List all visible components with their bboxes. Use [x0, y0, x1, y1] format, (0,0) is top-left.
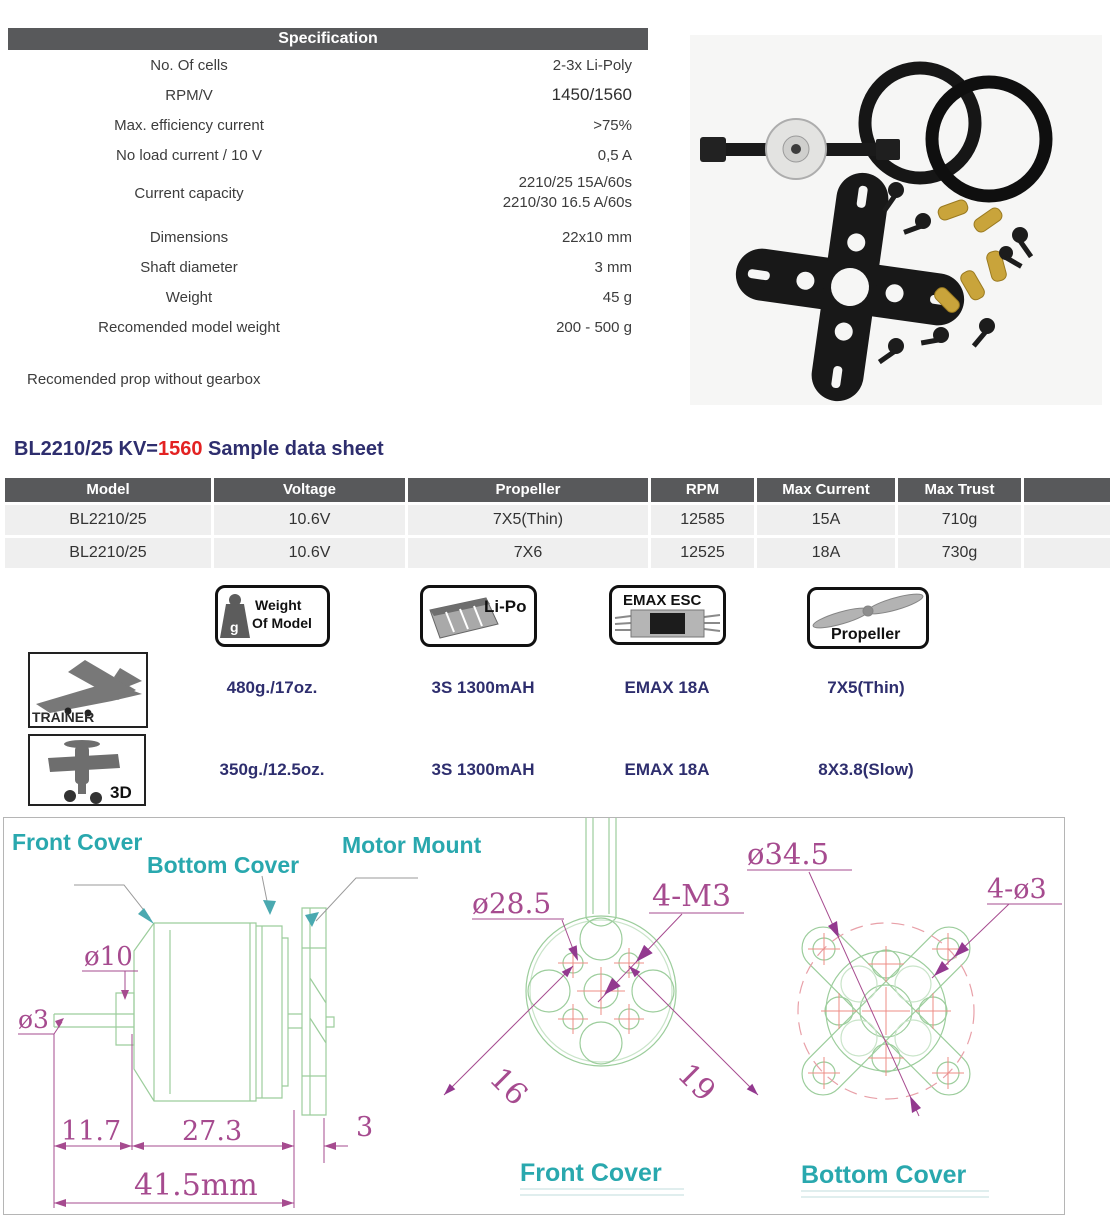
front-view-crosshairs	[558, 948, 644, 1034]
spec-row: Weight 45 g	[165, 288, 632, 306]
bottom-cover-label: Bottom Cover	[147, 852, 300, 878]
table-cell: 710g	[898, 505, 1021, 535]
caption-underline	[801, 1191, 989, 1197]
weight-icon	[220, 594, 250, 638]
dia3-dim: ø3	[18, 1005, 49, 1034]
sample-datasheet-title: BL2210/25 KV=1560 Sample data sheet	[14, 438, 384, 460]
3d-battery: 3S 1300mAH	[431, 760, 535, 779]
specification-table	[8, 28, 648, 342]
trainer-esc: EMAX 18A	[624, 678, 710, 697]
front-view-drawing	[526, 818, 676, 1066]
side-view-leaders	[74, 876, 418, 921]
dia10-dim: ø10	[84, 942, 133, 972]
propeller-label: Propeller	[831, 626, 901, 643]
lipo-box	[420, 585, 537, 647]
dia28-5-dim: ø28.5	[472, 887, 552, 920]
table-cell: 12525	[651, 538, 754, 568]
spec-row: No. Of cells 2-3x Li-Poly	[150, 56, 632, 74]
product-photo	[690, 35, 1102, 405]
front-cover-label: Front Cover	[12, 829, 143, 855]
dim-27-3: 27.3	[182, 1116, 243, 1147]
kv-value: 1560	[157, 438, 203, 460]
weight-of-model-box	[215, 585, 330, 647]
spec-row: Max. efficiency current >75%	[114, 116, 632, 134]
table-cell	[1024, 538, 1110, 568]
spec-row: Dimensions 22x10 mm	[149, 228, 632, 246]
spec-row: Current capacity 2210/25 15A/60s 2210/30 16.5 A/60s	[8, 170, 648, 216]
trainer-weight: 480g./17oz.	[226, 678, 318, 697]
table-cell: BL2210/25	[5, 505, 211, 535]
dim-16: 16	[482, 1060, 535, 1113]
esc-icon	[615, 610, 720, 637]
prop-footnote: Recomended prop without gearbox	[27, 371, 261, 388]
column-header: Voltage	[214, 478, 405, 502]
column-header: Max Trust	[898, 478, 1021, 502]
esc-box	[609, 585, 726, 645]
spec-row: No load current / 10 V 0,5 A	[116, 146, 632, 164]
3d-esc: EMAX 18A	[624, 760, 710, 779]
spec-row: RPM/V 1450/1560	[165, 85, 632, 104]
motor-mount-label: Motor Mount	[342, 832, 482, 858]
side-view-drawing	[54, 908, 334, 1115]
column-header: Model	[5, 478, 211, 502]
dia34-5-dim: ø34.5	[747, 837, 830, 871]
dim-11-7: 11.7	[61, 1116, 122, 1147]
column-header: Propeller	[408, 478, 648, 502]
propeller-box	[807, 587, 929, 649]
trainer-model-box	[28, 652, 148, 728]
table-cell: 730g	[898, 538, 1021, 568]
table-cell: 10.6V	[214, 538, 405, 568]
3d-model-box	[28, 734, 146, 806]
trainer-battery: 3S 1300mAH	[431, 678, 535, 697]
front-cover-caption: Front Cover	[520, 1159, 662, 1187]
lipo-label: Li-Po	[484, 597, 527, 616]
weight-label-line2: Of Model	[252, 615, 312, 631]
esc-label: EMAX ESC	[623, 592, 702, 609]
table-cell	[1024, 505, 1110, 535]
4-m3-dim: 4-M3	[652, 879, 732, 914]
bottom-cover-caption: Bottom Cover	[801, 1161, 967, 1189]
dim-3: 3	[356, 1112, 374, 1143]
cad-drawing-panel	[3, 817, 1065, 1215]
table-cell: 15A	[757, 505, 895, 535]
3d-weight: 350g./12.5oz.	[219, 760, 325, 779]
table-cell: BL2210/25	[5, 538, 211, 568]
dim-41-5: 41.5mm	[134, 1168, 258, 1203]
cad-drawing	[4, 818, 1064, 1214]
table-cell: 7X5(Thin)	[408, 505, 648, 535]
caption-underline	[520, 1189, 684, 1195]
column-header	[1024, 478, 1110, 502]
current-capacity-value: 2210/25 15A/60s 2210/30 16.5 A/60s	[502, 174, 632, 211]
table-cell: 10.6V	[214, 505, 405, 535]
table-cell: 18A	[757, 538, 895, 568]
column-header: RPM	[651, 478, 754, 502]
svg-text:g: g	[230, 619, 239, 635]
accessories-photo-art	[690, 35, 1102, 405]
3d-prop: 8X3.8(Slow)	[818, 760, 914, 779]
sample-data-table	[5, 478, 1110, 568]
trainer-label: TRAINER	[32, 709, 95, 725]
column-header: Max Current	[757, 478, 895, 502]
3d-label: 3D	[110, 783, 132, 802]
4-dia3-dim: 4-ø3	[987, 874, 1047, 905]
spec-row: Recomended model weight 200 - 500 g	[98, 318, 632, 336]
table-cell: 12585	[651, 505, 754, 535]
spec-row: Shaft diameter 3 mm	[140, 258, 632, 276]
specification-table-header: Specification	[8, 28, 648, 50]
dim-19: 19	[670, 1056, 723, 1109]
table-cell: 7X6	[408, 538, 648, 568]
weight-label-line1: Weight	[255, 597, 302, 613]
trainer-prop: 7X5(Thin)	[827, 678, 905, 697]
